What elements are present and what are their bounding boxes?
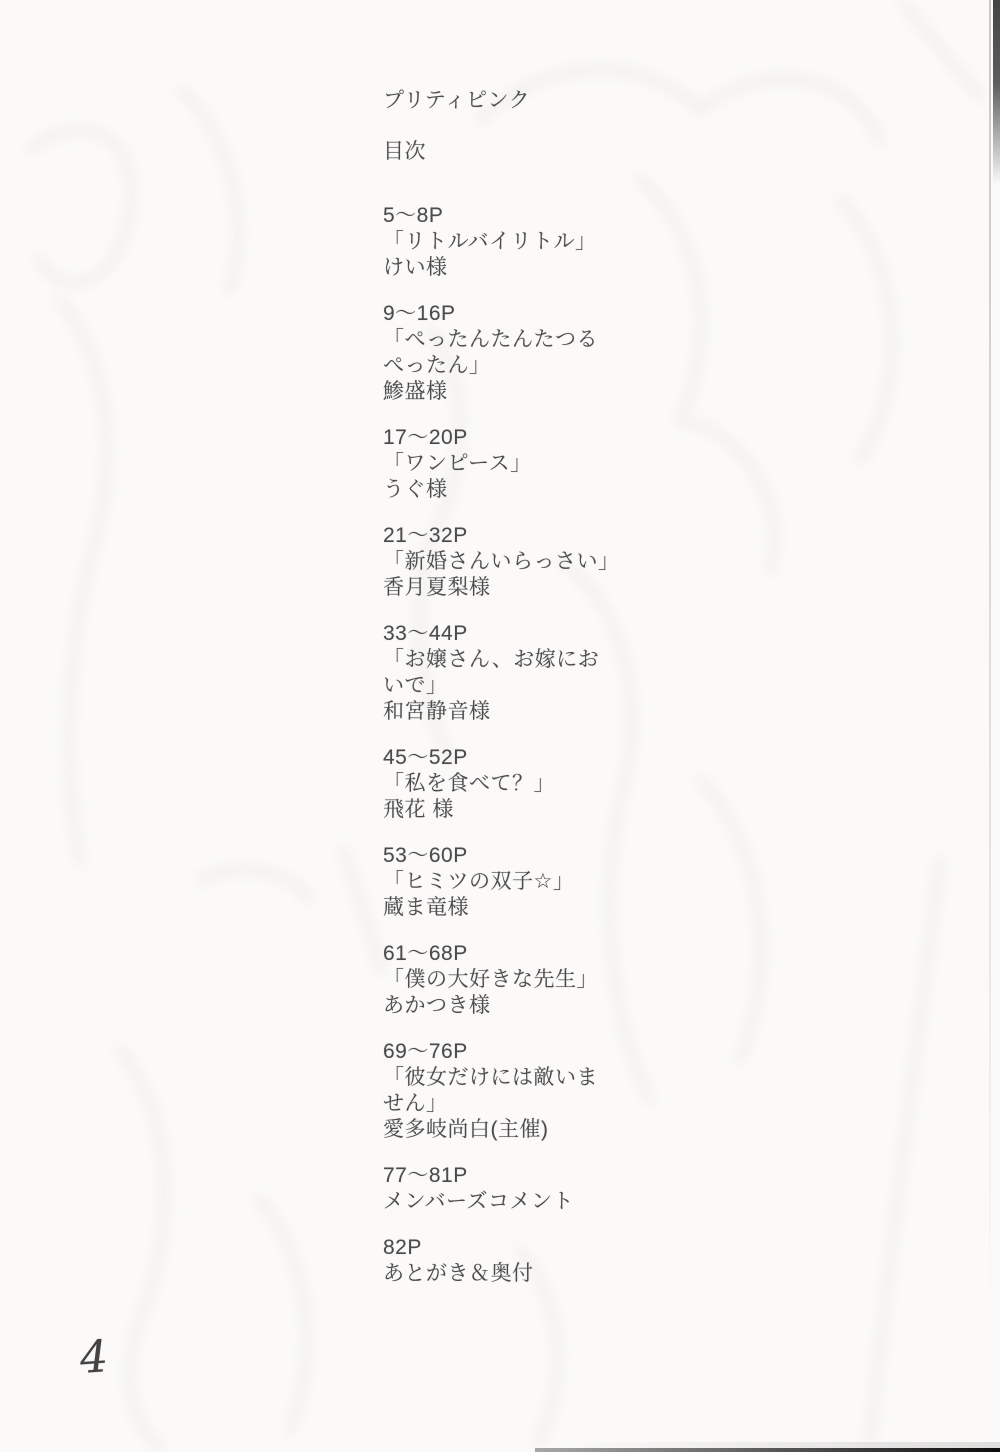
entry-title (383, 1261, 693, 1287)
entry-author: 和宮静音様 (383, 700, 491, 723)
entry-author: あかつき様 (383, 994, 491, 1017)
toc-entry (383, 203, 693, 281)
toc-entry (383, 941, 693, 1019)
entry-title (383, 647, 693, 699)
toc-heading: 目次 (383, 140, 426, 163)
toc-entry (383, 425, 693, 503)
entry-page-range: 61〜68P (383, 942, 468, 965)
entry-page-range: 45〜52P (383, 746, 468, 769)
scan-edge-bottom (535, 1448, 1000, 1452)
entry-title (383, 967, 693, 993)
entry-title (383, 1189, 693, 1215)
entry-author: うぐ様 (383, 478, 448, 501)
entry-title-line: 「ワンピース」 (383, 452, 532, 475)
entry-title-line: 「お嬢さん、お嫁にお (383, 648, 600, 671)
entry-author: けい様 (383, 256, 448, 279)
entry-page-range: 69〜76P (383, 1040, 468, 1063)
toc-entries (383, 203, 693, 1287)
entry-page-range: 17〜20P (383, 426, 468, 449)
entry-page-range: 53〜60P (383, 844, 468, 867)
entry-author: 鯵盛様 (383, 380, 448, 403)
entry-title-line: メンバーズコメント (383, 1190, 574, 1213)
entry-title-line: せん」 (383, 1092, 448, 1115)
toc-entry (383, 843, 693, 921)
entry-page-range: 82P (383, 1236, 422, 1259)
entry-author: 香月夏梨様 (383, 576, 491, 599)
entry-title (383, 549, 693, 575)
entry-title (383, 771, 693, 797)
entry-page-range: 33〜44P (383, 622, 468, 645)
toc-entry (383, 301, 693, 405)
toc-entry (383, 1039, 693, 1143)
entry-author: 愛多岐尚白(主催) (383, 1118, 549, 1141)
entry-title-line: 「彼女だけには敵いま (383, 1066, 598, 1089)
entry-title (383, 1065, 693, 1117)
entry-page-range: 21〜32P (383, 524, 468, 547)
toc-entry (383, 523, 693, 601)
scan-edge-right-top (993, 0, 1000, 185)
entry-title (383, 229, 693, 255)
entry-title-line: 「ぺったんたんたつる (383, 328, 598, 351)
entry-page-range: 5〜8P (383, 204, 444, 227)
entry-title-line: いで」 (383, 674, 448, 697)
toc-entry (383, 1163, 693, 1215)
entry-title-line: 「リトルバイリトル」 (383, 230, 597, 253)
page-number: 4 (78, 1331, 110, 1384)
entry-title (383, 327, 693, 379)
entry-author: 蔵ま竜様 (383, 896, 469, 919)
series-title: プリティピンク (383, 89, 531, 112)
toc-column (383, 88, 693, 1307)
entry-author: 飛花 様 (383, 798, 454, 821)
entry-title (383, 451, 693, 477)
entry-page-range: 9〜16P (383, 302, 456, 325)
entry-title-line: 「僕の大好きな先生」 (383, 968, 598, 991)
entry-page-range: 77〜81P (383, 1164, 468, 1187)
scan-line-right (989, 0, 991, 1320)
entry-title-line: 「新婚さんいらっさい」 (383, 550, 620, 573)
entry-title-line: ぺったん」 (383, 354, 491, 377)
entry-title-line: 「ヒミツの双子☆」 (383, 870, 575, 893)
toc-entry (383, 621, 693, 725)
entry-title-line: あとがき＆奥付 (383, 1262, 534, 1285)
entry-title-line: 「私を食べて？」 (383, 772, 555, 795)
entry-title (383, 869, 693, 895)
toc-entry (383, 1235, 693, 1287)
toc-entry (383, 745, 693, 823)
